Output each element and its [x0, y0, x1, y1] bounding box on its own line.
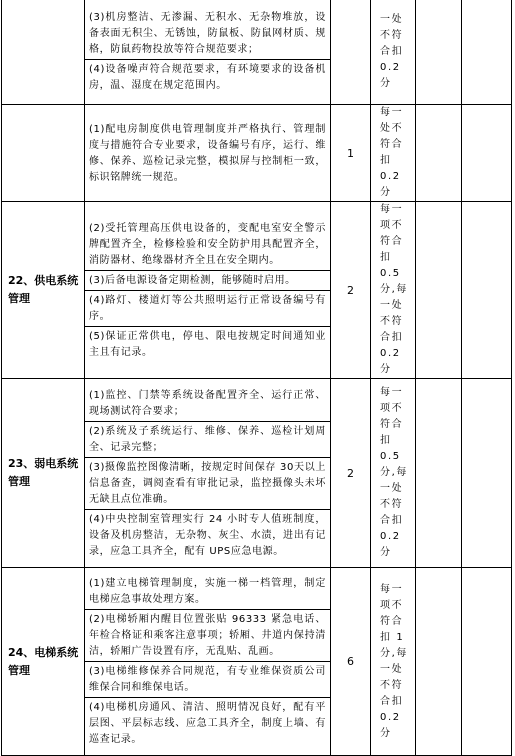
table-row	[2, 568, 512, 756]
item-label: 24、电梯系统管理	[8, 645, 79, 677]
empty-cell	[416, 202, 462, 379]
criteria-text: 每一 项不 符合 扣 0.5 分,每 一处 不符 合扣 0.2 分	[380, 204, 408, 375]
standards-cell	[85, 568, 331, 756]
standard-text: (4)中央控制室管理实行 24 小时专人值班制度，设备及机房整洁，无杂物、灰尘、水渍，进出有记录，应急工具齐全，配有 UPS应急电源。	[85, 509, 330, 561]
criteria-cell	[371, 0, 416, 105]
empty-cell	[462, 202, 512, 379]
score-cell	[331, 202, 371, 379]
standard-text: (4)路灯、楼道灯等公共照明运行正常设备编号有序。	[85, 290, 330, 326]
standard-text: (1)建立电梯管理制度，实施一梯一档管理，制定电梯应急事故处理方案。	[89, 578, 326, 605]
standard-text: (3)电梯维修保养合同规范，有专业维保资质公司维保合同和维保电话。	[85, 661, 330, 697]
empty-cell	[416, 105, 462, 202]
table-row	[2, 202, 512, 379]
empty-cell	[416, 0, 462, 105]
score-cell	[331, 105, 371, 202]
score-value: 1	[347, 146, 354, 160]
standard-text: (3)后备电源设备定期检测，能够随时启用。	[85, 270, 330, 290]
item-cell	[2, 202, 85, 379]
criteria-text: 每一 项不 符合 扣 1 分,每 一处 不符 合扣 0.2 分	[380, 583, 408, 739]
standards-cell	[85, 105, 331, 202]
score-cell	[331, 568, 371, 756]
score-value: 6	[347, 655, 354, 668]
standard-text: (1)配电房制度供电管理制度并严格执行、管理制度与措施符合专业要求，设备编号有序，运行、维修、保养、巡检记录完整，模拟屏与控制柜一致，标识铭牌统一规范。	[89, 123, 326, 183]
item-cell	[2, 105, 85, 202]
score-value: 2	[347, 466, 354, 480]
standard-text: (2)电梯轿厢内醒目位置张贴 96333 紧急电话、年检合格证和乘客注意事项；轿厢、井道内保持清洁，轿厢广告设置有序，无乱贴、乱画。	[85, 609, 330, 661]
criteria-cell	[371, 202, 416, 379]
empty-cell	[416, 568, 462, 756]
item-label: 23、弱电系统管理	[8, 457, 79, 488]
item-label: 22、供电系统管理	[8, 274, 79, 305]
table-row	[2, 0, 512, 105]
standards-cell	[85, 202, 331, 379]
empty-cell	[462, 105, 512, 202]
empty-cell	[462, 0, 512, 105]
standard-text: (3)摄像监控图像清晰，按规定时间保存 30天以上信息备查，调阅查看有审批记录，监控摄像头未坏无缺且点位准确。	[85, 457, 330, 509]
score-cell	[331, 379, 371, 568]
standard-text: (2)系统及子系统运行、维修、保养、巡检计划周全、记录完整；	[85, 421, 330, 457]
criteria-text: 每一 处不 符合 扣 0.2 分	[380, 107, 404, 198]
criteria-text: 一处 不符 合扣 0.2 分	[380, 13, 404, 89]
score-cell	[331, 0, 371, 105]
standard-text: (4)电梯机房通风、清洁、照明情况良好，配有平层图、平层标志线、应急工具齐全，制度上墙、有巡查记录。	[85, 697, 330, 749]
standards-cell	[85, 379, 331, 568]
standard-text: (4)设备噪声符合规范要求，有环境要求的设备机房，温、湿度在规定范围内。	[85, 59, 330, 95]
criteria-cell	[371, 105, 416, 202]
standard-text: (1)监控、门禁等系统设备配置齐全、运行正常、现场测试符合要求；	[89, 389, 326, 417]
table-row	[2, 379, 512, 568]
assessment-table	[1, 0, 512, 756]
empty-cell	[462, 568, 512, 756]
criteria-cell	[371, 568, 416, 756]
item-cell	[2, 568, 85, 756]
empty-cell	[462, 379, 512, 568]
standards-cell	[85, 0, 331, 105]
item-cell	[2, 379, 85, 568]
standard-text: (2)受托管理高压供电设备的，变配电室安全警示牌配置齐全，检修检验和安全防护用具配置齐全，消防器材、绝缘器材齐全且在安全期内。	[89, 222, 326, 266]
criteria-text: 每一 项不 符合 扣 0.5 分,每 一处 不符 合扣 0.2 分	[380, 387, 408, 558]
standard-text: (5)保证正常供电，停电、限电按规定时间通知业主且有记录。	[85, 326, 330, 362]
score-value: 2	[347, 283, 354, 297]
standard-text: (3)机房整洁、无渗漏、无积水、无杂物堆放，设备表面无积尘、无锈蚀，防鼠板、防鼠网材质、规格，防鼠药物投放等符合规范要求；	[89, 12, 326, 55]
empty-cell	[416, 379, 462, 568]
item-cell	[2, 0, 85, 105]
table-row	[2, 105, 512, 202]
criteria-cell	[371, 379, 416, 568]
